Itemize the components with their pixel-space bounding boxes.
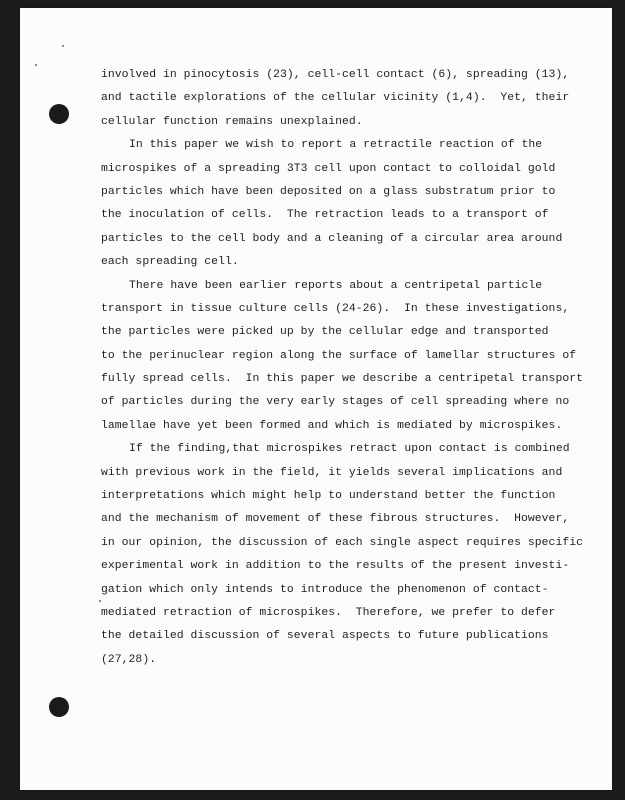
text-line: particles to the cell body and a cleaning of a circular area around [101, 232, 563, 245]
binder-hole-top [49, 104, 69, 124]
page-speck [62, 45, 64, 47]
text-line: cellular function remains unexplained. [101, 115, 363, 128]
text-line: each spreading cell. [101, 256, 239, 269]
text-line: gation which only intends to introduce the phenomenon of contact- [101, 583, 549, 596]
text-line: the inoculation of cells. The retraction leads to a transport of [101, 209, 549, 222]
text-line: experimental work in addition to the results of the present investi- [101, 560, 570, 573]
text-line: mediated retraction of microspikes. Therefore, we prefer to defer [101, 606, 556, 619]
text-line: involved in pinocytosis (23), cell-cell contact (6), spreading (13), [101, 69, 570, 81]
typed-text-body [101, 64, 583, 672]
text-line: transport in tissue culture cells (24-26). In these investigations, [101, 302, 570, 315]
text-line: (27,28). [101, 653, 157, 666]
page-speck [35, 64, 37, 66]
text-line: the detailed discussion of several aspects to future publications [101, 630, 549, 643]
text-line: and the mechanism of movement of these fibrous structures. However, [101, 513, 570, 526]
text-line: microspikes of a spreading 3T3 cell upon contact to colloidal gold [101, 162, 556, 175]
text-line: in our opinion, the discussion of each single aspect requires specific [101, 536, 583, 549]
binder-hole-bottom [49, 697, 69, 717]
text-line: lamellae have yet been formed and which is mediated by microspikes. [101, 419, 563, 432]
text-line: with previous work in the field, it yields several implications and [101, 466, 563, 479]
text-line: to the perinuclear region along the surface of lamellar structures of [101, 349, 577, 362]
text-line: fully spread cells. In this paper we describe a centripetal transport [101, 373, 583, 386]
text-line: There have been earlier reports about a centripetal particle [129, 279, 543, 292]
text-line: of particles during the very early stages of cell spreading where no [101, 396, 570, 409]
text-line: interpretations which might help to understand better the function [101, 490, 556, 503]
text-line: If the finding,that microspikes retract upon contact is combined [129, 443, 570, 456]
text-line: particles which have been deposited on a glass substratum prior to [101, 185, 556, 198]
text-line: In this paper we wish to report a retractile reaction of the [129, 139, 543, 152]
text-line: and tactile explorations of the cellular vicinity (1,4). Yet, their [101, 92, 570, 105]
text-line: the particles were picked up by the cellular edge and transported [101, 326, 549, 339]
